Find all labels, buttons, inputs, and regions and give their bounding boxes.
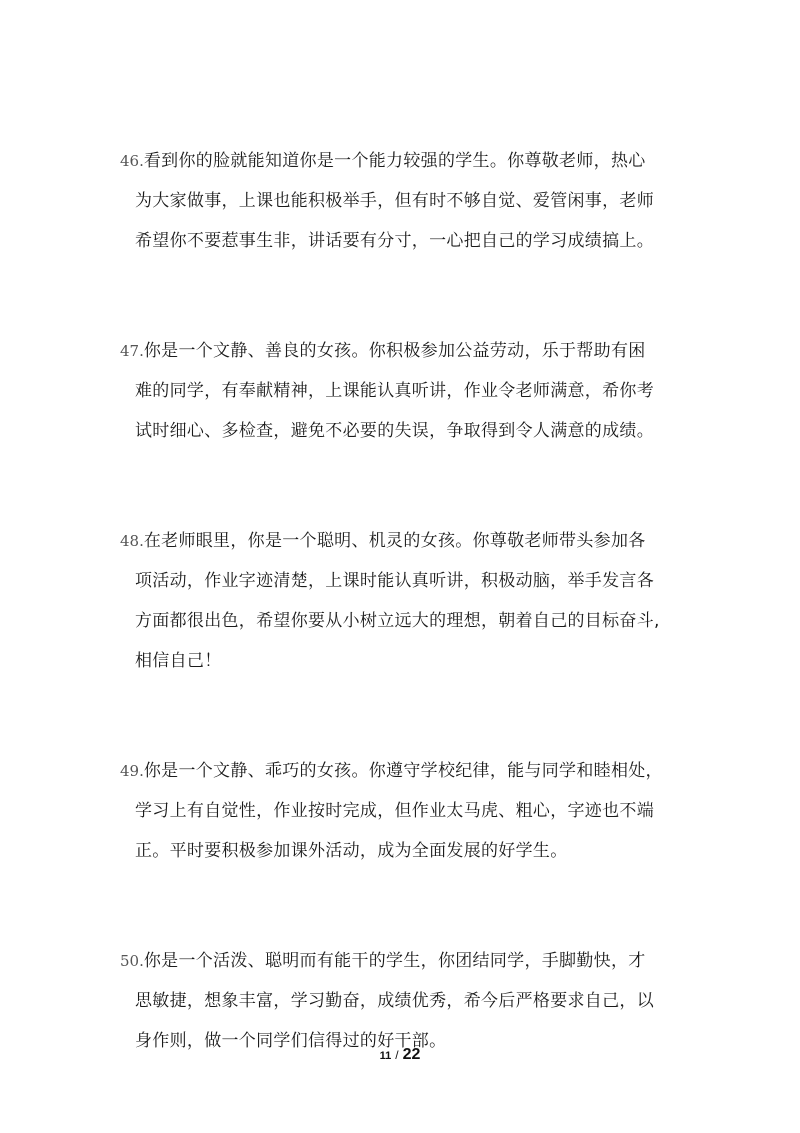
entry-text: 看到你的脸就能知道你是一个能力较强的学生。你尊敬老师，热心 <box>143 151 646 171</box>
entry-line: 相信自己！ <box>135 651 222 671</box>
entry-number: 47. <box>120 342 144 360</box>
entry-number: 48. <box>120 532 144 550</box>
entry-line: 学习上有自觉性，作业按时完成，但作业太马虎、粗心，字迹也不端 <box>135 801 654 821</box>
entry-line: 试时细心、多检查，避免不必要的失误，争取得到令人满意的成绩。 <box>135 421 654 441</box>
page-separator: / <box>395 1048 399 1062</box>
entry-line <box>120 143 695 183</box>
entry-line: 希望你不要惹事生非，讲话要有分寸，一心把自己的学习成绩搞上。 <box>135 231 654 251</box>
comment-entry-47 <box>120 333 695 453</box>
entry-number: 46. <box>120 152 144 170</box>
current-page-number: 11 <box>379 1050 392 1062</box>
entry-text: 你是一个活泼、聪明而有能干的学生，你团结同学，手脚勤快，才 <box>143 951 646 971</box>
entry-text: 在老师眼里，你是一个聪明、机灵的女孩。你尊敬老师带头参加各 <box>143 531 646 551</box>
entry-text: 你是一个文静、乖巧的女孩。你遵守学校纪律，能与同学和睦相处， <box>143 761 663 781</box>
comment-entry-49 <box>120 753 695 873</box>
entry-line: 正。平时要积极参加课外活动，成为全面发展的好学生。 <box>135 841 568 861</box>
comment-entry-46 <box>120 143 695 263</box>
entry-line: 方面都很出色，希望你要从小树立远大的理想，朝着自己的目标奋斗, <box>135 611 660 631</box>
entry-line: 思敏捷，想象丰富，学习勤奋，成绩优秀，希今后严格要求自己，以 <box>135 991 654 1011</box>
entry-text: 你是一个文静、善良的女孩。你积极参加公益劳动，乐于帮助有困 <box>143 341 646 361</box>
entry-line <box>120 333 695 373</box>
comment-entry-48 <box>120 523 695 683</box>
entry-number: 50. <box>120 952 144 970</box>
entry-line: 为大家做事，上课也能积极举手，但有时不够自觉、爱管闲事，老师 <box>135 191 654 211</box>
entry-line: 身作则，做一个同学们信得过的好干部。 <box>135 1031 447 1051</box>
entry-line <box>120 523 695 563</box>
entry-line <box>120 753 695 793</box>
entry-line: 难的同学，有奉献精神，上课能认真听讲，作业令老师满意，希你考 <box>135 381 654 401</box>
entry-line <box>120 943 695 983</box>
comment-entry-50 <box>120 943 695 1063</box>
total-page-count: 22 <box>402 1046 421 1063</box>
page-number-footer <box>0 1046 800 1064</box>
entry-line: 项活动，作业字迹清楚，上课时能认真听讲，积极动脑，举手发言各 <box>135 571 654 591</box>
entry-number: 49. <box>120 762 144 780</box>
comment-list <box>120 143 695 1133</box>
